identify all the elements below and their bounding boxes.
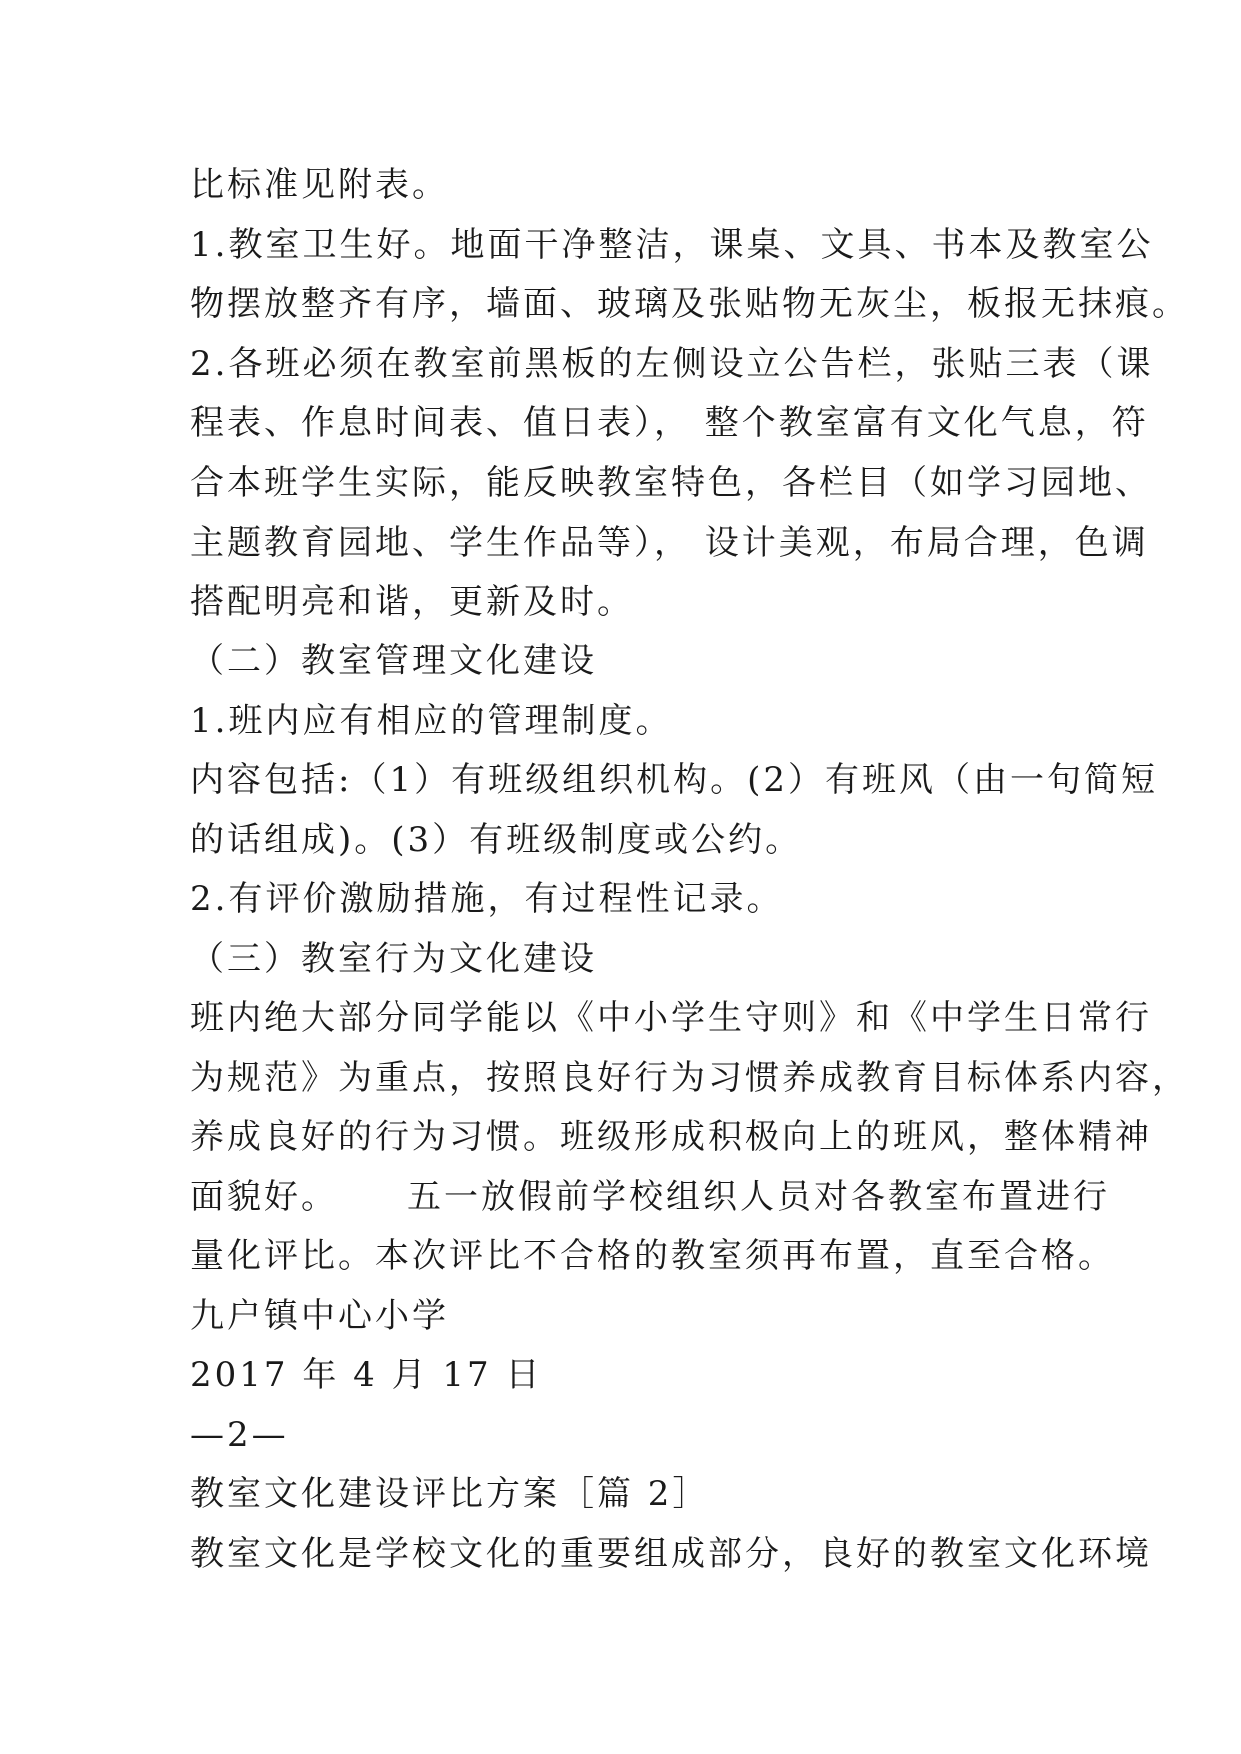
text-line: 养成良好的行为习惯。班级形成积极向上的班风，整体精神 — [190, 1117, 1152, 1157]
signature-date: 2017 年 4 月 17 日 — [190, 1355, 543, 1395]
text-line: 合本班学生实际，能反映教室特色，各栏目（如学习园地、 — [190, 463, 1152, 503]
text-line: 搭配明亮和谐，更新及时。 — [190, 582, 634, 622]
text-line: 为规范》为重点，按照良好行为习惯养成教育目标体系内容， — [190, 1058, 1189, 1098]
text-line: 比标准见附表。 — [190, 165, 449, 205]
text-line: 内容包括:（1）有班级组织机构。(2）有班风（由一句简短 — [190, 760, 1158, 800]
text-line: 2.有评价激励措施，有过程性记录。 — [190, 879, 784, 919]
page-number: —2— — [190, 1415, 289, 1455]
text-line: 面貌好。 五一放假前学校组织人员对各教室布置进行 — [190, 1177, 1111, 1217]
text-line: 的话组成)。(3）有班级制度或公约。 — [190, 820, 803, 860]
text-line: 2.各班必须在教室前黑板的左侧设立公告栏，张贴三表（课 — [190, 344, 1154, 384]
text-line: 程表、作息时间表、值日表）， 整个教室富有文化气息，符 — [190, 403, 1149, 443]
text-line: 教室文化是学校文化的重要组成部分，良好的教室文化环境 — [190, 1534, 1152, 1574]
signature-org: 九户镇中心小学 — [190, 1296, 449, 1336]
section-heading: （二）教室管理文化建设 — [190, 641, 597, 681]
text-line: 主题教育园地、学生作品等）， 设计美观，布局合理，色调 — [190, 523, 1149, 563]
article-title: 教室文化建设评比方案［篇 2］ — [190, 1474, 710, 1514]
text-line: 量化评比。本次评比不合格的教室须再布置，直至合格。 — [190, 1236, 1115, 1276]
text-line: 班内绝大部分同学能以《中小学生守则》和《中学生日常行 — [190, 998, 1152, 1038]
section-heading: （三）教室行为文化建设 — [190, 939, 597, 979]
text-line: 1.教室卫生好。地面干净整洁，课桌、文具、书本及教室公 — [190, 225, 1154, 265]
text-line: 1.班内应有相应的管理制度。 — [190, 701, 673, 741]
text-line: 物摆放整齐有序，墙面、玻璃及张贴物无灰尘，板报无抹痕。 — [190, 284, 1189, 324]
